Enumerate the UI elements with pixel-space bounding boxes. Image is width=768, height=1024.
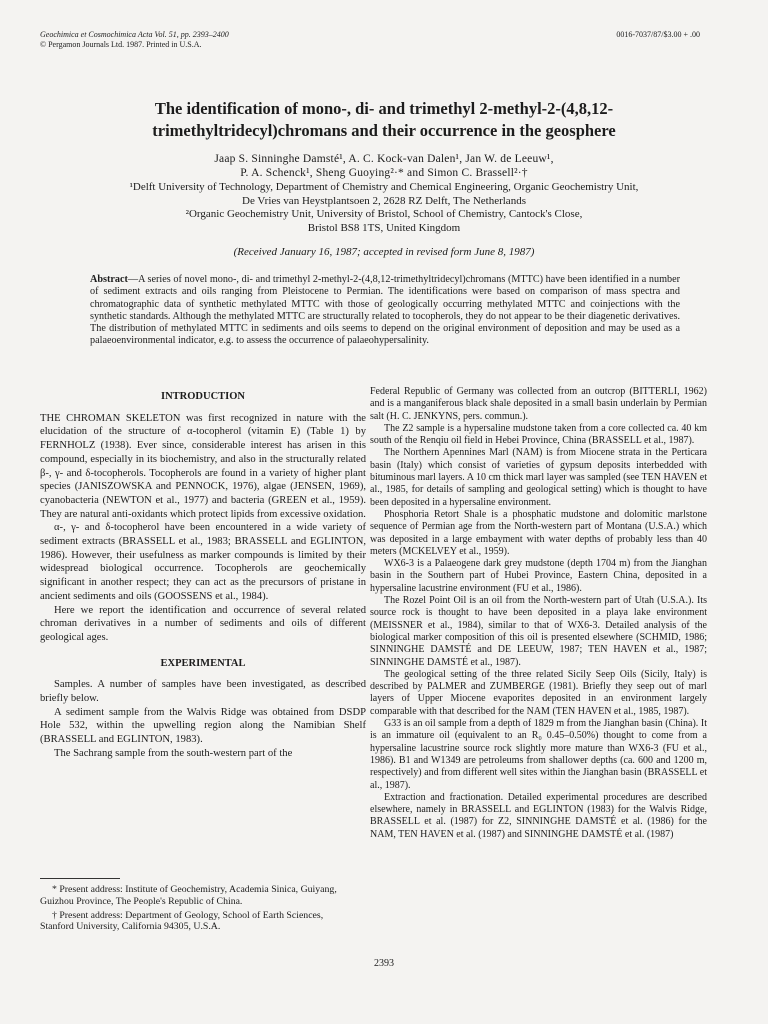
paragraph: THE CHROMAN SKELETON was first recognized in nature with the elucidation of the structure of α-tocopherol (vitamin E) (Table 1) by FERNHOLZ (1938). Ever since, considerable interest has arisen in this compound, especially in its biochemistry, and also in the structurally related β-, γ- and δ-tocopherols. Tocopherols are found in a variety of higher plant species (JANISZOWSKA and PENNOCK, 1976), algae (JENSEN, 1969), cyanobacteria (NEWTON et al., 1977) and bacteria (GREEN et al., 1959). They are natural anti-oxidants which protect lipids from excessive oxidation. [40, 412, 366, 520]
abstract [90, 274, 680, 348]
received-dates: (Received January 16, 1987; accepted in revised form June 8, 1987) [233, 246, 535, 258]
authors-line-2: P. A. Schenck¹, Sheng Guoying²·* and Simon C. Brassell²·† [240, 167, 528, 179]
paragraph: α-, γ- and δ-tocopherol have been encountered in a wide variety of sediment extracts (BRASSELL et al., 1983; BRASSELL and EGLINTON, 1986). However, their usefulness as marker compounds is limited by their widespread biological occurrence. Tocopherols are geochemically significant in another respect; they can act as the precursors of pristane in ancient sediments and oils (GOOSSENS et al., 1984). [40, 522, 366, 602]
paragraph: Samples. A number of samples have been investigated, as described briefly below. [40, 679, 366, 705]
author-list [50, 152, 718, 180]
paragraph: The Rozel Point Oil is an oil from the North-western part of Utah (U.S.A.). Its source rock is thought to have been deposited in a playa lake environment (MEISSNER et al., 1984), similar to that of WX6-3. Detailed analysis of the biological marker composition of this oil is presented elsewhere (SCHMID, 1986; SINNINGHE DAMSTÉ and DE LEEUW, 1987; TEN HAVEN et al., 1987; SINNINGHE DAMSTÉ et al., 1987). [370, 595, 707, 668]
paper-title: The identification of mono-, di- and trimethyl 2-methyl-2-(4,8,12-trimethyltridecyl)chromans and their occurrence in the geosphere [152, 99, 616, 140]
abstract-label: Abstract [90, 274, 128, 285]
paragraph: The Sachrang sample from the south-western part of the [54, 747, 293, 759]
abstract-text: —A series of novel mono-, di- and trimethyl 2-methyl-2-(4,8,12-trimethyltridecyl)chromans (MTTC) have been identified in a number of sediment extracts and oils ranging from Pleistocene to Permian. The identifications were based on comparison of mass spectra and chromatographic data of synthetic methylated MTTC with those of geologically occurring methylated MTTC and coinjections with the synthetic standards. Although the methylated MTTC are structurally related to tocopherols, they do not appear to be their diagenetic derivatives. The distribution of methylated MTTC in sediments and oils seems to depend on the original environment of deposition and may be used as a palaeoenvironmental indicator, e.g. to assess the occurrence of palaeohypersalinity. [90, 274, 680, 347]
section-heading-experimental: EXPERIMENTAL [160, 657, 246, 669]
journal-citation [40, 30, 229, 50]
right-column [370, 386, 707, 841]
paragraph: The Northern Apennines Marl (NAM) is from Miocene strata in the Perticara basin (Italy) which consist of varieties of gypsum deposits interbedded with bituminous marl layers. A 10 cm thick marl layer was sampled (see TEN HAVEN et al., 1985, for details of sampling and geological setting) which is thought to have been deposited in a hypersaline environment. [370, 447, 707, 508]
paragraph: A sediment sample from the Walvis Ridge was obtained from DSDP Hole 532, within the upwelling region along the Namibian Shelf (BRASSELL and EGLINTON, 1983). [40, 706, 366, 746]
affiliation-line: De Vries van Heystplantsoen 2, 2628 RZ Delft, The Netherlands [242, 194, 526, 207]
paragraph: Phosphoria Retort Shale is a phosphatic mudstone and dolomitic marlstone sequence of Permian age from the North-western part of Montana (U.S.A.) which was deposited in a large embayment with water depths of probably less than 40 meters (MCKELVEY et al., 1959). [370, 508, 707, 557]
affiliation-line: ¹Delft University of Technology, Department of Chemistry and Chemical Engineering, Organic Geochemistry Unit, [129, 181, 639, 193]
paragraph: WX6-3 is a Palaeogene dark grey mudstone (depth 1704 m) from the Jianghan basin in the Southern part of Hubei Province, Eastern China, deposited in a hypersaline lacustrine environment (FU et al., 1986). [370, 558, 707, 594]
page-number: 2393 [374, 958, 394, 969]
footnote: * Present address: Institute of Geochemistry, Academia Sinica, Guiyang, Guizhou Province, The People's Republic of China. [40, 884, 337, 907]
paragraph: Here we report the identification and occurrence of several related chroman derivatives in a number of sediments and oils of different geological ages. [40, 604, 366, 643]
footnote-rule [40, 878, 120, 879]
journal-line-1: Geochimica et Cosmochimica Acta Vol. 51, pp. 2393–2400 [40, 30, 229, 39]
section-heading-introduction: INTRODUCTION [160, 391, 245, 402]
paragraph: Federal Republic of Germany was collected from an outcrop (BITTERLI, 1962) and is a manganiferous black shale deposited in a small basin underlain by Permian salt (H. C. JENKYNS, pers. commun.). [370, 386, 707, 422]
footnotes [40, 884, 356, 935]
paragraph: Extraction and fractionation. Detailed experimental procedures are described elsewhere, namely in BRASSELL and EGLINTON (1983) for the Walvis Ridge, BRASSELL et al. (1987) for Z2, SINNINGHE DAMSTÉ et al. (1986) for the NAM, TEN HAVEN et al. (1987) and SINNINGHE DAMSTÉ et al. (1987) [370, 791, 707, 840]
paragraph: The geological setting of the three related Sicily Seep Oils (Sicily, Italy) is described by PALMER and ZUMBERGE (1981). Briefly they seep out of marl layers of Upper Miocene evaporites deposited in an environment largely comparable with that described for the NAM (TEN HAVEN et al., 1985, 1987). [370, 668, 707, 717]
paragraph: G33 is an oil sample from a depth of 1829 m from the Jianghan basin (China). It is an immature oil (equivalent to an R₀ 0.45–0.50%) thought to come from a hypersaline lacustrine source rock slightly more mature than WX6-3 (FU et al., 1986). B1 and W1349 are petroleums from shallower depths (ca. 600 and 1200 m, respectively) and from different well sites within the Jianghan basin (BRASSELL et al., 1987). [370, 718, 707, 791]
affiliations [40, 181, 728, 235]
authors-line-1: Jaap S. Sinninghe Damsté¹, A. C. Kock-van Dalen¹, Jan W. de Leeuw¹, [214, 153, 554, 165]
affiliation-line: ²Organic Geochemistry Unit, University of Bristol, School of Chemistry, Cantock's Close, [185, 208, 583, 220]
affiliation-line: Bristol BS8 1TS, United Kingdom [307, 221, 461, 234]
paragraph: The Z2 sample is a hypersaline mudstone taken from a core collected ca. 40 km south of the Renqiu oil field in Hebei Province, China (BRASSELL et al., 1987). [370, 422, 707, 447]
journal-line-2: © Pergamon Journals Ltd. 1987. Printed in U.S.A. [40, 40, 202, 49]
left-column [40, 390, 366, 761]
footnote: † Present address: Department of Geology, School of Earth Sciences, Stanford University, California 94305, U.S.A. [40, 909, 324, 933]
article-code: 0016-7037/87/$3.00 + .00 [616, 30, 700, 39]
